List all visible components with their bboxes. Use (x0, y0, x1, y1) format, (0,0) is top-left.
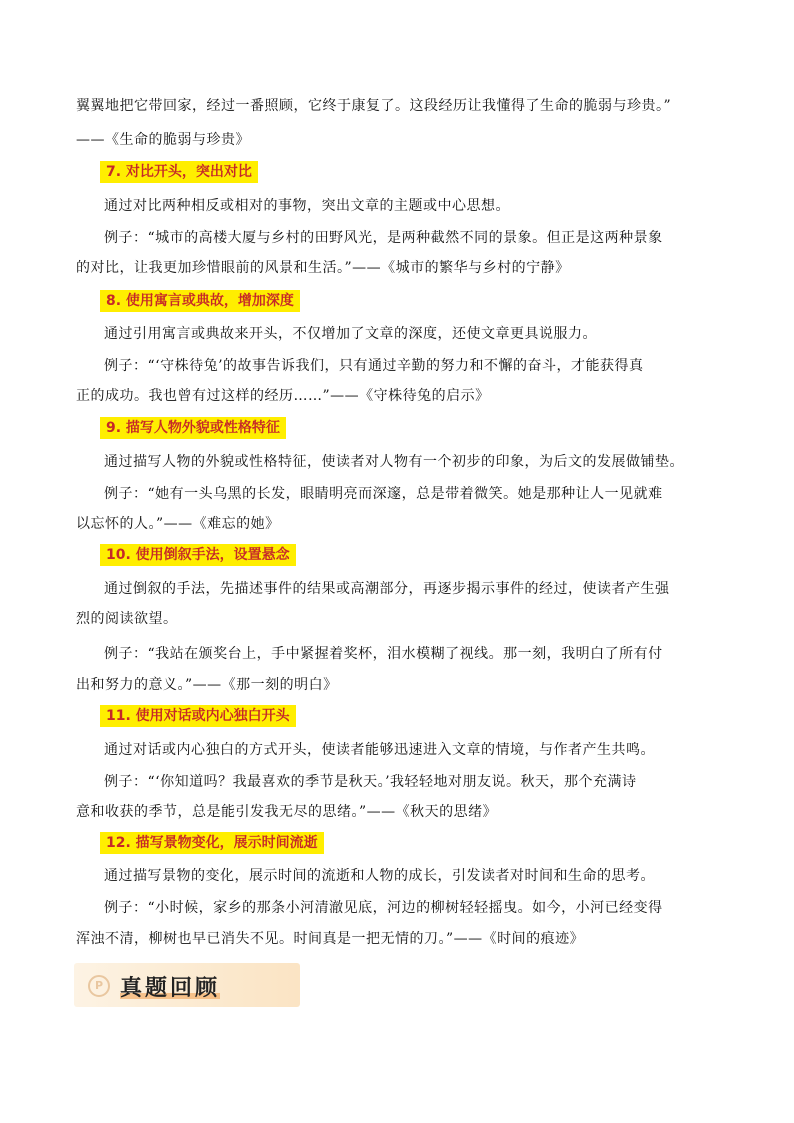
section-desc-10-line-1: 通过倒叙的手法，先描述事件的结果或高潮部分，再逐步揭示事件的经过，使读者产生强 (104, 581, 670, 597)
section-heading-8: 8. 使用寓言或典故，增加深度 (100, 290, 300, 312)
section-example-8-line-2: 正的成功。我也曾有过这样的经历……”——《守株待兔的启示》 (76, 388, 490, 404)
section-example-9-line-2: 以忘怀的人。”——《难忘的她》 (76, 516, 280, 532)
section-heading-10: 10. 使用倒叙手法，设置悬念 (100, 544, 296, 566)
section-heading-11: 11. 使用对话或内心独白开头 (100, 705, 296, 727)
section-heading-7: 7. 对比开头，突出对比 (100, 161, 258, 183)
section-desc-8: 通过引用寓言或典故来开头，不仅增加了文章的深度，还使文章更具说服力。 (104, 326, 597, 342)
section-desc-7: 通过对比两种相反或相对的事物，突出文章的主题或中心思想。 (104, 198, 510, 214)
logo-p-icon: P (88, 975, 110, 997)
continuation-line: 翼翼地把它带回家，经过一番照顾，它终于康复了。这段经历让我懂得了生命的脆弱与珍贵。” (76, 98, 672, 114)
section-example-7-line-2: 的对比，让我更加珍惜眼前的风景和生活。”——《城市的繁华与乡村的宁静》 (76, 260, 570, 276)
section-heading-12: 12. 描写景物变化，展示时间流逝 (100, 832, 324, 854)
section-example-12-line-2: 浑浊不清，柳树也早已消失不见。时间真是一把无情的刀。”——《时间的痕迹》 (76, 931, 585, 947)
section-desc-12: 通过描写景物的变化，展示时间的流逝和人物的成长，引发读者对时间和生命的思考。 (104, 868, 655, 884)
section-example-10-line-1: 例子：“我站在颁奖台上，手中紧握着奖杯，泪水模糊了视线。那一刻，我明白了所有付 (104, 646, 663, 662)
section-desc-9: 通过描写人物的外貌或性格特征，使读者对人物有一个初步的印象，为后文的发展做铺垫。 (104, 454, 684, 470)
source-citation: ——《生命的脆弱与珍贵》 (76, 132, 250, 148)
section-example-12-line-1: 例子：“小时候，家乡的那条小河清澈见底，河边的柳树轻轻摇曳。如今，小河已经变得 (104, 900, 663, 916)
section-example-10-line-2: 出和努力的意义。”——《那一刻的明白》 (76, 677, 338, 693)
section-heading-9: 9. 描写人物外貌或性格特征 (100, 417, 286, 439)
section-example-7-line-1: 例子：“城市的高楼大厦与乡村的田野风光，是两种截然不同的景象。但正是这两种景象 (104, 230, 663, 246)
section-example-9-line-1: 例子：“她有一头乌黑的长发，眼睛明亮而深邃，总是带着微笑。她是那种让人一见就难 (104, 486, 663, 502)
section-example-11-line-2: 意和收获的季节，总是能引发我无尽的思绪。”——《秋天的思绪》 (76, 804, 498, 820)
banner-title: 真题回顾 (120, 976, 221, 1001)
section-example-8-line-1: 例子：“‘守株待兔’的故事告诉我们，只有通过辛勤的努力和不懈的奋斗，才能获得真 (104, 358, 644, 374)
review-banner (74, 963, 300, 1007)
section-desc-10-line-2: 烈的阅读欲望。 (76, 611, 178, 627)
section-example-11-line-1: 例子：“‘你知道吗？我最喜欢的季节是秋天。’我轻轻地对朋友说。秋天，那个充满诗 (104, 774, 637, 790)
section-desc-11: 通过对话或内心独白的方式开头，使读者能够迅速进入文章的情境，与作者产生共鸣。 (104, 742, 655, 758)
